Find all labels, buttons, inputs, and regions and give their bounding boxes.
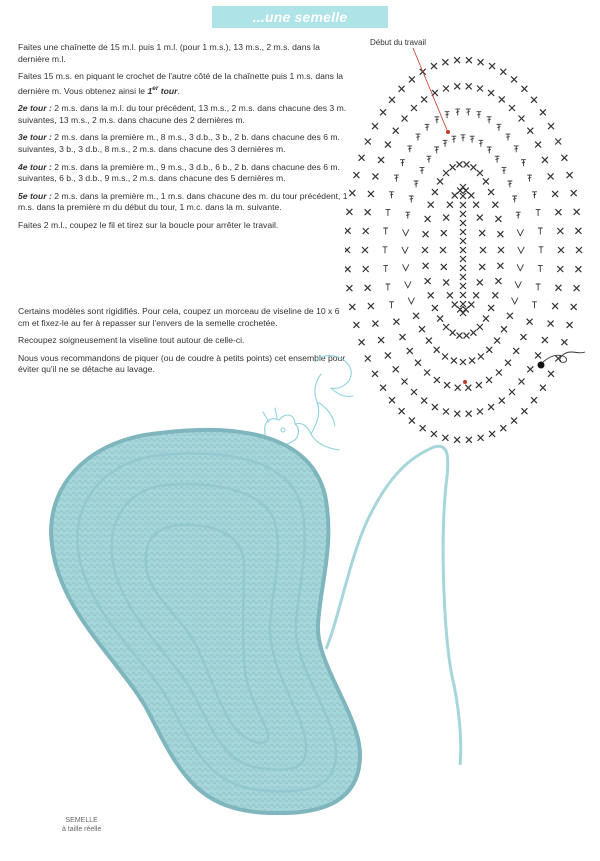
stitch-symbol [383,228,388,234]
stitch-symbol [389,397,395,403]
instruction-round-5: 5e tour : 2 m.s. dans la première m., 1 m.s. dans chacune des m. du tour précédent, 1 m.s. dans la première m du début du tour, 1 m.c. dans la m. suivante. [18,190,348,213]
stitch-symbol [411,105,417,111]
stitch-symbol [557,266,563,272]
stitch-symbol [408,298,414,304]
stitch-symbol [469,358,475,364]
stitch-symbol [365,356,371,362]
chain-stitch-symbol [460,229,466,235]
stitch-symbol [501,326,507,332]
stitch-symbol [571,190,577,196]
stitch-symbol [489,63,495,69]
stitch-symbol [443,140,448,146]
stitch-symbol [479,140,484,146]
start-pointer-line [413,48,447,130]
sole-shape [51,430,360,813]
note-stitch: Nous vous recommandons de piquer (ou de coudre à petits points) cet ensemble pour éviter qu'il ne se détache au lavage. [18,352,346,375]
chain-stitch-symbol [460,193,466,199]
stitch-symbol [400,160,405,166]
stitch-symbol [434,347,440,353]
end-thread-knot [538,362,545,369]
crochet-stitch-chart [345,40,595,450]
stitch-symbol [405,281,411,287]
chain-stitch-symbol [460,274,466,280]
stitch-symbol [443,409,449,415]
stitch-symbol [399,86,405,92]
stitch-symbol [372,321,378,327]
stitch-symbol [538,266,543,272]
stitch-symbol [516,212,521,218]
stitch-symbol [368,303,374,309]
stitch-symbol [477,215,483,221]
stitch-symbol [540,385,546,391]
stitch-symbol [518,247,524,253]
stitch-symbol [421,398,427,404]
stitch-symbol [402,379,408,385]
stitch-symbol [441,230,447,236]
stitch-symbol [415,360,421,366]
stitch-symbol [513,348,519,354]
stitch-symbol [431,63,437,69]
stitch-symbol [500,69,506,75]
stitch-symbol [464,161,470,167]
instruction-round-4: 4e tour : 2 m.s. dans la première m., 9 m.s., 3 d.b., 6 b., 2 b. dans chacune des 6 m. suivantes, 6 b., 3 d.b., 9 m.s., 2 m.s. dans chacune des 5 dernières m. [18,161,340,184]
stitch-symbol [483,178,489,184]
stitch-symbol [425,124,430,130]
stitch-symbol [452,136,457,142]
stitch-symbol [386,284,391,290]
stitch-symbol [454,83,460,89]
stitch-symbol [380,109,386,115]
stitch-symbol [444,382,450,388]
instruction-finish: Faites 2 m.l., coupez le fil et tirez sur la boucle pour arrêter le travail. [18,219,279,230]
stitch-symbol [403,229,409,235]
stitch-symbol [521,160,526,166]
stitch-symbol [409,418,415,424]
stitch-symbol [535,142,541,148]
stitch-symbol [531,97,537,103]
stitch-symbol [385,352,391,358]
stitch-symbol [432,305,438,311]
stitch-symbol [561,155,567,161]
stitch-symbol [557,228,563,234]
stitch-symbol [455,109,460,115]
stitch-symbol [512,196,517,202]
stitch-symbol [538,228,543,234]
stitch-symbol [574,209,580,215]
stitch-symbol [488,404,494,410]
stitch-symbol [443,279,449,285]
stitch-symbol [527,175,532,181]
stitch-symbol [527,319,533,325]
stitch-symbol [558,247,564,253]
stitch-symbol [466,411,472,417]
stitch-symbol [409,196,414,202]
stitch-symbol [519,379,525,385]
chain-stitch-symbol [460,211,466,217]
stitch-symbol [494,338,500,344]
stitch-symbol [497,124,502,130]
start-of-work-label: Début du travail [370,38,427,47]
stitch-symbol [548,321,554,327]
stitch-symbol [427,156,432,162]
stitch-symbol [495,156,500,162]
stitch-symbol [445,112,450,118]
stitch-symbol [515,281,521,287]
stitch-symbol [402,247,408,253]
chain-stitch-symbol [460,292,466,298]
stitch-symbol [479,230,485,236]
stitch-symbol [425,216,431,222]
chain-stitch-symbol [460,310,466,316]
stitch-symbol [511,418,517,424]
stitch-symbol [437,316,443,322]
stitch-symbol [539,247,544,253]
stitch-symbol [378,337,384,343]
stitch-symbol [548,173,554,179]
stitch-symbol [359,155,365,161]
chain-stitch-symbol [460,256,466,262]
photo-caption: SEMELLE à taille réelle [62,817,102,833]
stitch-symbol [575,228,581,234]
note-stiffen: Certains modèles sont rigidifiés. Pour cela, coupez un morceau de viseline de 10 x 6 cm et fixez-le au fer à repasser sur l'envers de la semelle crochetée. [18,306,340,328]
stitch-symbol [447,292,453,298]
stitch-symbol [477,409,483,415]
instruction-chain: Faites une chaînette de 15 m.l. puis 1 m.l. (pour 1 m.s.), 13 m.s., 2 m.s. dans la dernière m.l. [18,42,320,64]
stitch-symbol [555,209,561,215]
stitch-symbol [368,191,374,197]
stitch-symbol [488,90,494,96]
stitch-symbol [454,57,460,63]
stitch-symbol [477,112,482,118]
instruction-round-1: Faites 15 m.s. en piquant le crochet de l'autre côté de la chaînette puis 1 m.s. dans la dernière m. Vous obtenez ainsi le 1er tour. [18,71,344,96]
stitch-symbol [468,302,474,308]
stitch-symbol [407,146,412,152]
stitch-symbol [450,330,456,336]
stitch-symbol [497,263,503,269]
stitch-symbol [345,228,351,234]
stitch-symbol [443,170,449,176]
stitch-symbol [511,76,517,82]
round-1-label: 1er tour [147,84,178,96]
stitch-symbol [365,285,371,291]
chain-stitch-symbol [460,265,466,271]
stitch-symbol [477,86,483,92]
stitch-symbol [498,247,504,253]
chain-stitch-symbol [460,283,466,289]
stitch-symbol [468,192,474,198]
chain-stitch-symbol [460,184,466,190]
stitch-symbol [363,266,369,272]
stitch-symbol [521,86,527,92]
stitch-symbol [422,247,428,253]
stitch-symbol [454,411,460,417]
stitch-symbol [403,264,409,270]
stitch-symbol [521,334,527,340]
stitch-symbol [507,313,513,319]
stitch-symbol [359,339,365,345]
stitch-symbol [480,247,486,253]
stitch-symbol [476,382,482,388]
stitch-symbol [495,278,501,284]
stitch-symbol [362,247,368,253]
stitch-symbol [389,302,394,308]
stitch-symbol [505,360,511,366]
chain-stitch-symbol [460,238,466,244]
stitch-symbol [508,181,513,187]
stitch-symbol [455,385,461,391]
stitch-symbol [442,354,448,360]
chain-stitch-symbol [460,301,466,307]
crochet-sole-photo [30,425,500,815]
stitch-symbol [365,139,371,145]
stitch-symbol [405,212,410,218]
stitch-symbol [465,385,471,391]
stitch-symbol [447,202,453,208]
stitch-symbol [473,292,479,298]
stitch-symbol [487,117,492,123]
stitch-symbol [452,192,458,198]
stitch-symbol [486,347,492,353]
stitch-symbol [470,330,476,336]
stitch-symbol [434,377,440,383]
stitch-symbol [428,292,434,298]
instructions-block [18,42,348,238]
stitch-symbol [567,172,573,178]
stitch-symbol [383,266,388,272]
stitch-symbol [464,333,470,339]
stitch-symbol [531,397,537,403]
stitch-symbol [575,266,581,272]
stitch-symbol [434,147,439,153]
stitch-symbol [457,161,463,167]
chain-stitch-symbol [460,202,466,208]
stitch-symbol [420,168,425,174]
stitch-symbol [478,59,484,65]
stitch-symbol [424,370,430,376]
stitch-symbol [414,181,419,187]
stitch-symbol [486,377,492,383]
stitch-symbol [409,76,415,82]
stitch-symbol [477,170,483,176]
stitch-symbol [552,191,558,197]
stitch-symbol [450,164,456,170]
stitch-symbol [509,389,515,395]
stitch-symbol [492,292,498,298]
stitch-symbol [477,279,483,285]
end-thread-tail [543,352,585,362]
stitch-symbol [517,229,523,235]
stitch-symbol [393,319,399,325]
stitch-symbol [487,147,492,153]
stitch-symbol [499,398,505,404]
stitch-symbol [512,298,518,304]
stitch-symbol [386,210,391,216]
stitch-symbol [519,116,525,122]
stitch-symbol [548,123,554,129]
stitch-symbol [346,209,352,215]
stitch-symbol [477,324,483,330]
stitch-symbol [576,247,582,253]
stitch-symbol [402,116,408,122]
stitch-symbol [452,302,458,308]
stitch-symbol [466,57,472,63]
stitch-symbol [372,173,378,179]
stitch-symbol [443,324,449,330]
stitch-symbol [442,59,448,65]
stitch-symbol [443,86,449,92]
chain-stitch-symbol [460,220,466,226]
stitch-symbol [497,231,503,237]
stitch-symbol [542,337,548,343]
stitch-symbol [416,134,421,140]
stitch-symbol [423,263,429,269]
stitch-symbol [535,352,541,358]
stitch-symbol [457,333,463,339]
instruction-round-2: 2e tour : 2 m.s. dans la m.l. du tour précédent, 13 m.s., 2 m.s. dans chacune des 3 m. suivantes, 13 m.s., 2 m.s. dans chacune des 2 dernières m. [18,103,347,125]
stitch-symbol [561,339,567,345]
stitch-symbol [555,285,561,291]
stitch-symbol [506,134,511,140]
stitch-symbol [509,105,515,111]
stitch-symbol [380,385,386,391]
stitch-symbol [466,83,472,89]
stitch-symbol [483,316,489,322]
stitch-symbol [421,96,427,102]
stitch-symbol [378,157,384,163]
stitch-symbol [492,202,498,208]
stitch-symbol [548,371,554,377]
stitch-symbol [432,404,438,410]
stitch-symbol [567,322,573,328]
stitch-symbol [571,304,577,310]
stitch-symbol [532,192,537,198]
stitch-symbol [478,354,484,360]
stitch-symbol [385,142,391,148]
stitch-symbol [441,264,447,270]
stitch-symbol [460,359,466,365]
stitch-symbol [440,247,446,253]
stitch-symbol [349,190,355,196]
stitch-symbol [443,215,449,221]
stitch-symbol [423,231,429,237]
instruction-round-3: 3e tour : 2 m.s. dans la première m., 8 m.s., 3 d.b., 3 b., 2 b. dans chacune des 6 m. suivantes, 3 b., 3 d.b., 8 m.s., 2 m.s. dans chacune des 3 dernières m. [18,132,340,155]
stitch-symbol [502,168,507,174]
stitch-symbol [345,266,351,272]
stitch-symbol [470,136,475,142]
stitch-symbol [527,128,533,134]
stitch-symbol [425,278,431,284]
stitch-symbol [413,313,419,319]
stitch-symbol [496,370,502,376]
stitch-symbol [470,164,476,170]
stitch-symbol [574,285,580,291]
stitch-symbol [488,305,494,311]
stitch-symbol [451,358,457,364]
stitch-symbol [473,202,479,208]
stitch-symbol [495,216,501,222]
stitch-symbol [389,192,394,198]
stitch-symbol [432,189,438,195]
stitch-symbol [394,175,399,181]
stitch-symbol [346,285,352,291]
stitch-symbol [389,97,395,103]
stitch-symbol [527,366,533,372]
end-marker [463,380,467,384]
stitch-symbol [536,284,541,290]
stitch-symbol [542,157,548,163]
stitch-symbol [461,135,466,141]
stitch-symbol [435,117,440,123]
stitch-symbol [365,209,371,215]
stitch-symbol [353,322,359,328]
chain-stitch-symbol [460,247,466,253]
stitch-symbol [363,228,369,234]
stitch-symbol [488,189,494,195]
stitch-symbol [514,146,519,152]
stitch-symbol [552,303,558,309]
stitch-symbol [466,109,471,115]
stitch-symbol [349,304,355,310]
stitch-symbol [437,178,443,184]
stitch-symbol [407,348,413,354]
note-trim: Recoupez soigneusement la viseline tout autour de celle-ci. [18,335,245,346]
stitch-symbol [426,338,432,344]
stitch-symbol [532,302,537,308]
start-marker [446,130,450,134]
stitch-symbol [540,109,546,115]
stitch-symbol [521,408,527,414]
stitch-symbol [399,408,405,414]
stitch-symbol [419,326,425,332]
stitch-symbol [555,139,561,145]
stitch-symbol [353,172,359,178]
stitch-symbol [499,96,505,102]
page-title-banner: ...une semelle [212,6,388,28]
stitch-symbol [345,247,350,253]
stitch-symbol [536,210,541,216]
stitch-symbol [372,371,378,377]
stitch-symbol [479,264,485,270]
stitch-symbol [517,264,523,270]
stitch-symbol [393,128,399,134]
stitch-symbol [372,123,378,129]
stitch-symbol [393,366,399,372]
stitch-symbol [383,247,388,253]
stitch-symbol [428,202,434,208]
stitch-symbol [500,425,506,431]
stitch-symbol [411,389,417,395]
stitch-symbol [400,334,406,340]
